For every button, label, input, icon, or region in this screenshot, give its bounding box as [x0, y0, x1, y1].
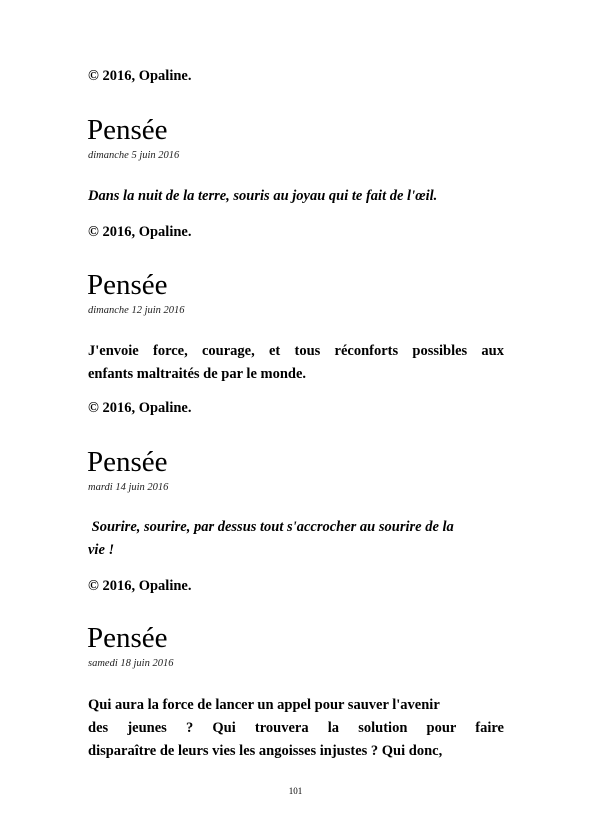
copyright-line: © 2016, Opaline.: [88, 400, 192, 416]
post-body: [88, 340, 504, 386]
copyright-line: © 2016, Opaline.: [88, 68, 192, 84]
post-title: Pensée: [87, 446, 168, 478]
copyright-line: © 2016, Opaline.: [88, 224, 192, 240]
post-body-line: Qui aura la force de lancer un appel pour sauver l'avenir: [88, 697, 440, 713]
post-title: Pensée: [87, 269, 168, 301]
post-title: Pensée: [87, 622, 168, 654]
post-body: [88, 694, 504, 763]
post-date: dimanche 5 juin 2016: [88, 150, 180, 161]
post-date: samedi 18 juin 2016: [88, 658, 174, 669]
post-body-line: enfants maltraités de par le monde.: [88, 366, 307, 382]
post-body-line: Sourire, sourire, par dessus tout s'accrocher au sourire de la: [88, 519, 454, 535]
post-body-line: vie !: [88, 542, 115, 558]
post-body-line: disparaître de leurs vies les angoisses injustes ? Qui donc,: [88, 743, 443, 759]
page-number: 101: [288, 786, 303, 796]
post-body-line: des jeunes ? Qui trouvera la solution pour faire: [88, 720, 504, 736]
post-date: mardi 14 juin 2016: [88, 482, 169, 493]
copyright-line: © 2016, Opaline.: [88, 578, 192, 594]
post-date: dimanche 12 juin 2016: [88, 305, 185, 316]
post-title: Pensée: [87, 114, 168, 146]
post-body: [88, 516, 504, 562]
post-body: [88, 185, 504, 208]
post-body-line: Dans la nuit de la terre, souris au joyau qui te fait de l'œil.: [88, 188, 438, 204]
post-body-line: J'envoie force, courage, et tous réconforts possibles aux: [88, 343, 504, 359]
